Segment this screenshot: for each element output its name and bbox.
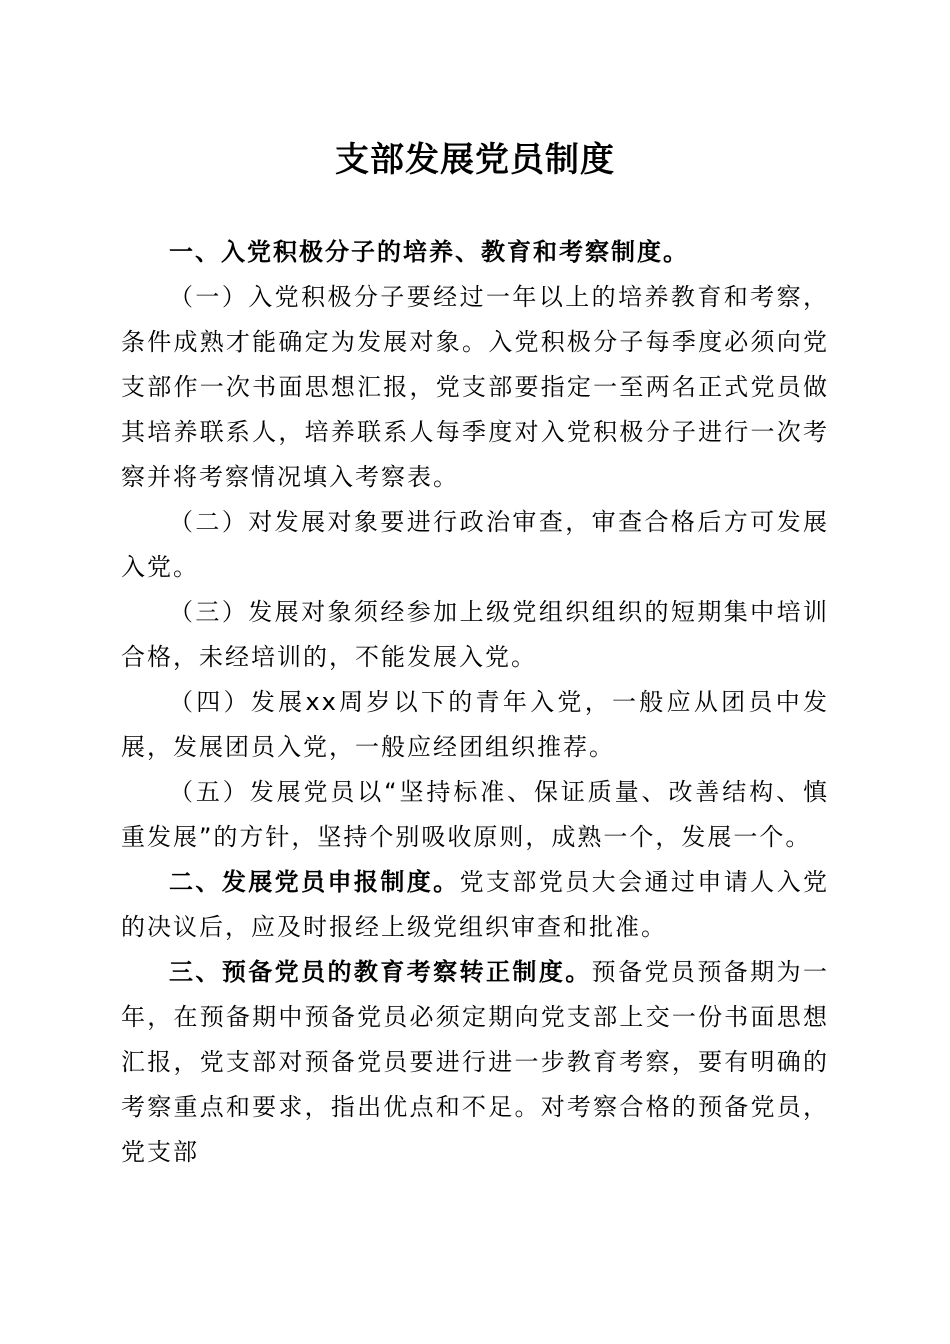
paragraph-text: （四）发展xx周岁以下的青年入党，一般应从团员中发展，发展团员入党，一般应经团组织推荐。 xyxy=(121,688,829,761)
paragraph-text: （二）对发展对象要进行政治审查，审查合格后方可发展入党。 xyxy=(121,508,829,581)
paragraph-item-4 xyxy=(121,680,829,770)
section-heading-2: 二、发展党员申报制度。 xyxy=(169,868,460,896)
paragraph-text: （一）入党积极分子要经过一年以上的培养教育和考察，条件成熟才能确定为发展对象。入党积极分子每季度必须向党支部作一次书面思想汇报，党支部要指定一至两名正式党员做其培养联系人，培养联系人每季度对入党积极分子进行一次考察并将考察情况填入考察表。 xyxy=(121,283,829,491)
heading-text: 一、入党积极分子的培养、教育和考察制度。 xyxy=(169,238,689,266)
document-body xyxy=(121,230,829,1175)
paragraph-item-3 xyxy=(121,590,829,680)
paragraph-item-1 xyxy=(121,275,829,500)
section-2 xyxy=(121,860,829,950)
section-heading-1 xyxy=(121,230,829,275)
section-3 xyxy=(121,950,829,1175)
document-title: 支部发展党员制度 xyxy=(335,140,615,180)
paragraph-text: （五）发展党员以“坚持标准、保证质量、改善结构、慎重发展”的方针，坚持个别吸收原则，成熟一个，发展一个。 xyxy=(121,778,829,851)
paragraph-text: 党支部党员大会通过申请人入党的决议后，应及时报经上级党组织审查和批准。 xyxy=(121,868,830,941)
section-heading-3: 三、预备党员的教育考察转正制度。 xyxy=(169,958,592,986)
paragraph-item-2 xyxy=(121,500,829,590)
paragraph-text: 预备党员预备期为一年，在预备期中预备党员必须定期向党支部上交一份书面思想汇报，党支部对预备党员要进行进一步教育考察，要有明确的考察重点和要求，指出优点和不足。对考察合格的预备党员，党支部 xyxy=(121,958,830,1166)
paragraph-text: （三）发展对象须经参加上级党组织组织的短期集中培训合格，未经培训的，不能发展入党。 xyxy=(121,598,829,671)
paragraph-item-5 xyxy=(121,770,829,860)
